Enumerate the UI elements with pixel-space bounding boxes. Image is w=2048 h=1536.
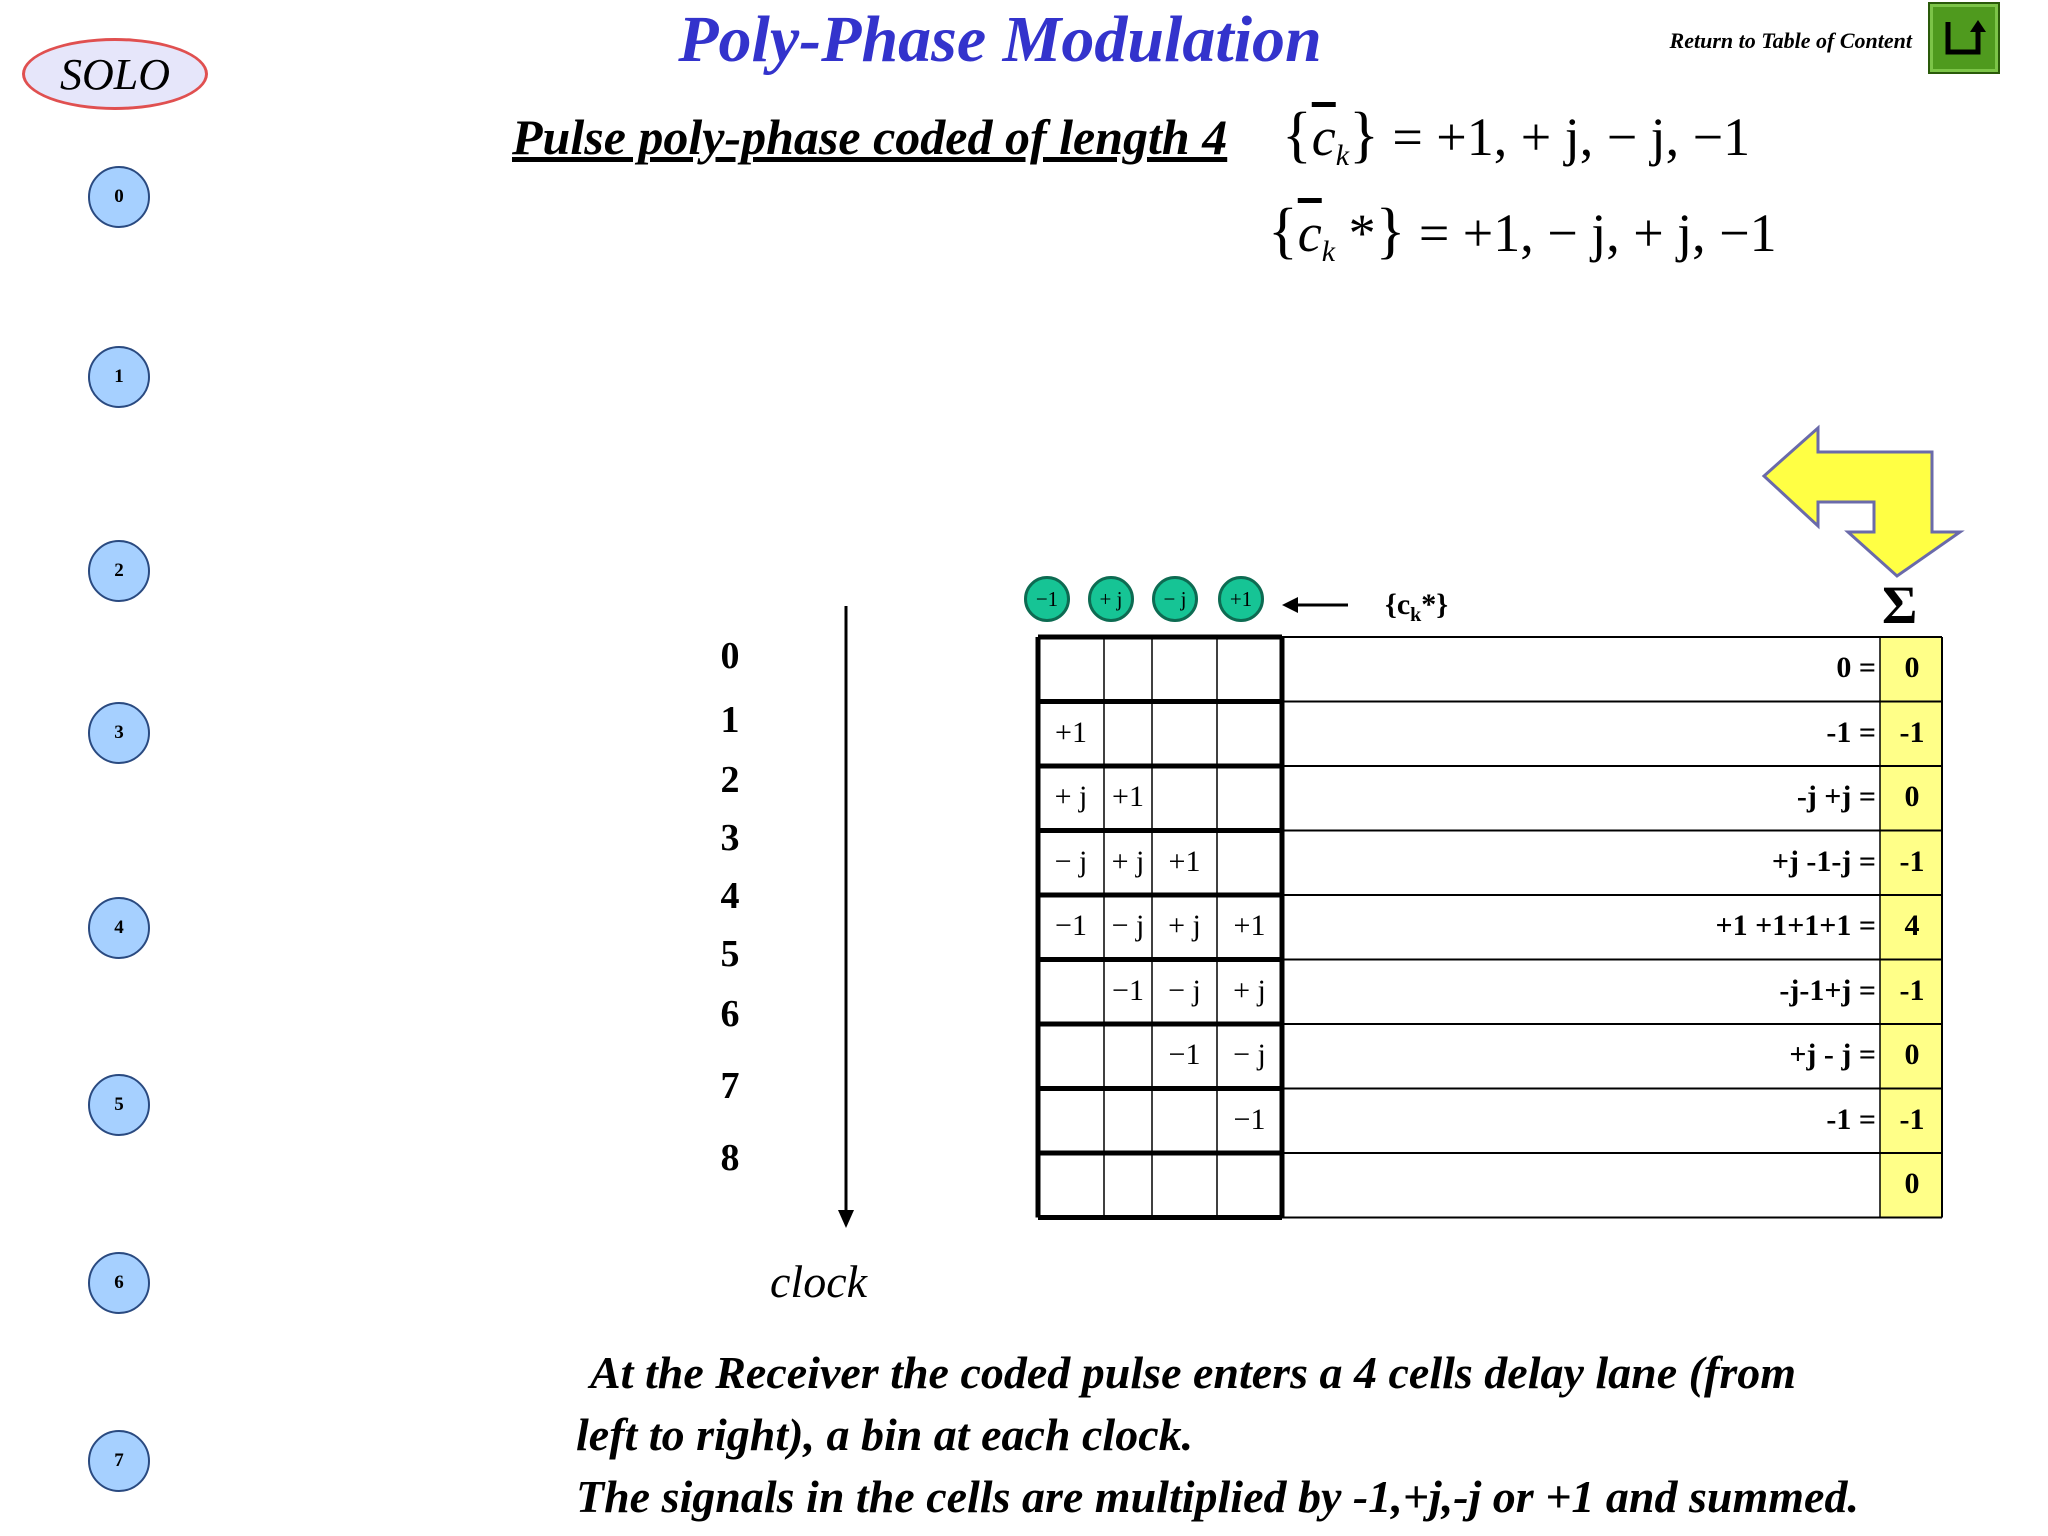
grid-cell: −1 xyxy=(1112,973,1144,1007)
clock-number-7: 7 xyxy=(720,1065,740,1107)
sum-expression: -1 = xyxy=(1826,715,1876,749)
clock-number-3: 3 xyxy=(720,817,740,859)
sum-value: 4 xyxy=(1904,909,1920,942)
clock-number-5: 5 xyxy=(720,933,740,975)
nav-button-6[interactable]: 6 xyxy=(88,1252,150,1314)
formula-ck-rhs: = +1, + j, − j, −1 xyxy=(1392,107,1751,167)
sum-value: -1 xyxy=(1899,1102,1925,1136)
clock-number-8: 8 xyxy=(720,1137,740,1179)
subtitle: Pulse poly-phase coded of length 4 xyxy=(512,109,1228,165)
grid-cell: − j xyxy=(1054,844,1088,878)
grid-cell: +1 xyxy=(1233,909,1266,942)
sigma-symbol: Σ xyxy=(1882,575,1918,635)
grid-cell: − j xyxy=(1111,909,1145,942)
clock-number-6: 6 xyxy=(720,993,740,1035)
sum-expression: -j +j = xyxy=(1796,780,1876,813)
grid-cell: +1 xyxy=(1055,715,1087,749)
code-circle-3: +1 xyxy=(1218,576,1264,622)
sum-value: 0 xyxy=(1904,780,1920,813)
bottom-text-2: left to right), a bin at each clock. xyxy=(576,1409,1194,1460)
nav-button-2[interactable]: 2 xyxy=(88,540,150,602)
toc-link[interactable]: Return to Table of Content xyxy=(1669,28,1912,53)
grid-cell: + j xyxy=(1168,909,1201,942)
nav-button-0[interactable]: 0 xyxy=(88,166,150,228)
grid-cell: + j xyxy=(1054,780,1088,813)
grid-cell: + j xyxy=(1233,973,1266,1007)
sum-expression: -j-1+j = xyxy=(1779,973,1876,1007)
clock-number-0: 0 xyxy=(720,635,740,677)
grid-cell: − j xyxy=(1168,973,1201,1007)
grid-cell: +1 xyxy=(1168,844,1201,878)
sum-expression: -1 = xyxy=(1826,1102,1876,1136)
grid-cell: −1 xyxy=(1055,909,1087,942)
formula-ck-star-rhs: = +1, − j, + j, −1 xyxy=(1418,203,1777,263)
sum-expression: +1 +1+1+1 = xyxy=(1715,909,1876,942)
code-circle-2: − j xyxy=(1152,576,1198,622)
grid-cell: −1 xyxy=(1233,1102,1266,1136)
bottom-text-3: The signals in the cells are multiplied by -1,+j,-j or +1 and summed. xyxy=(576,1471,1859,1522)
sum-value: 0 xyxy=(1904,1167,1920,1200)
nav-button-3[interactable]: 3 xyxy=(88,702,150,764)
code-circle-1: + j xyxy=(1088,576,1134,622)
clock-number-1: 1 xyxy=(720,699,740,741)
solo-label: SOLO xyxy=(59,49,171,99)
code-circle-0: −1 xyxy=(1024,576,1070,622)
sum-value: 0 xyxy=(1904,651,1920,684)
grid-cell: − j xyxy=(1233,1038,1266,1071)
page-title: Poly-Phase Modulation xyxy=(678,3,1322,76)
sum-expression: 0 = xyxy=(1836,651,1876,684)
clock-number-2: 2 xyxy=(720,759,740,801)
grid-cell: −1 xyxy=(1168,1038,1201,1071)
clock-number-4: 4 xyxy=(720,875,740,917)
formula-ck-star: {$\overline{c}_k$ *} = +1, − j, + j, −1 xyxy=(1268,197,1777,268)
sum-expression: +j - j = xyxy=(1789,1038,1876,1071)
nav-button-5[interactable]: 5 xyxy=(88,1074,150,1136)
sum-value: 0 xyxy=(1904,1038,1920,1071)
clock-label: clock xyxy=(770,1256,868,1307)
sum-value: -1 xyxy=(1899,973,1925,1007)
formula-ck: $\{\overline{c}_k\} = +1$, + j, − j, −1 xyxy=(1282,101,1751,172)
nav-button-7[interactable]: 7 xyxy=(88,1430,150,1492)
ck-star-label: $\{c_k*\}$ xyxy=(1385,588,1449,626)
bottom-text-1: At the Receiver the coded pulse enters a 4 cells delay lane (from xyxy=(590,1347,1796,1398)
sum-expression: +j -1-j = xyxy=(1771,844,1876,878)
sum-value: -1 xyxy=(1899,715,1925,749)
nav-button-4[interactable]: 4 xyxy=(88,897,150,959)
sum-value: -1 xyxy=(1899,844,1925,878)
grid-cell: +1 xyxy=(1112,780,1144,813)
nav-button-1[interactable]: 1 xyxy=(88,346,150,408)
grid-cell: + j xyxy=(1111,844,1145,878)
